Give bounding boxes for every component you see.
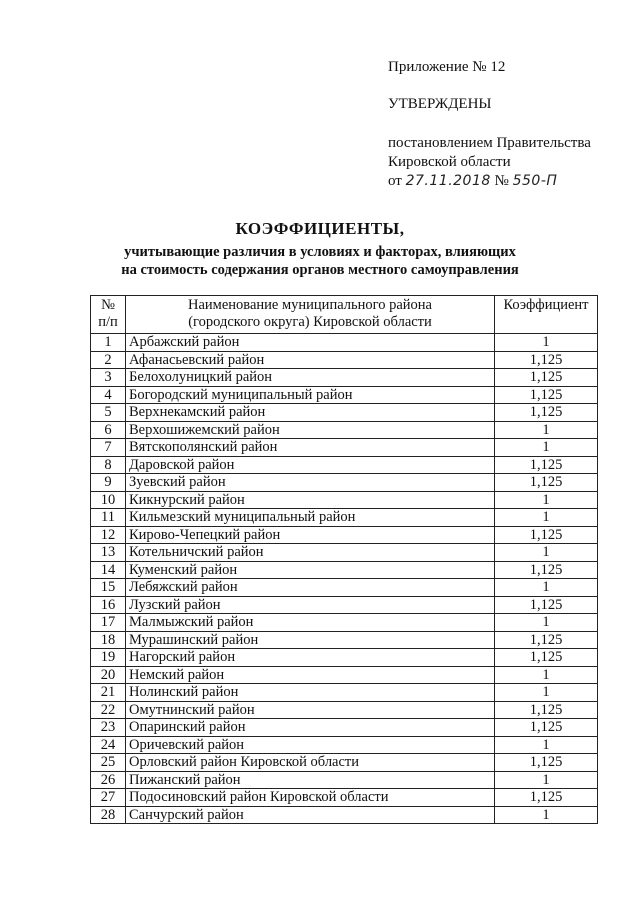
district-name: Богородский муниципальный район — [126, 386, 495, 404]
coefficient-value: 1,125 — [495, 351, 598, 369]
row-number: 5 — [91, 404, 126, 422]
table-row — [91, 649, 598, 667]
table-row — [91, 369, 598, 387]
coefficient-value: 1 — [495, 491, 598, 509]
appendix-label: Приложение № 12 — [388, 59, 506, 75]
district-name: Верхошижемский район — [126, 421, 495, 439]
table-row — [91, 701, 598, 719]
table-header-row — [91, 296, 598, 334]
table-row — [91, 509, 598, 527]
row-number: 24 — [91, 736, 126, 754]
table-row — [91, 456, 598, 474]
coefficient-value: 1 — [495, 806, 598, 824]
approved-label: УТВЕРЖДЕНЫ — [388, 96, 492, 112]
column-header-name-line-1: Наименование муниципального района — [188, 297, 432, 313]
column-header-number-line-2: п/п — [98, 314, 118, 330]
district-name: Кильмезский муниципальный район — [126, 509, 495, 527]
table-row — [91, 334, 598, 352]
row-number: 4 — [91, 386, 126, 404]
row-number: 21 — [91, 684, 126, 702]
row-number: 22 — [91, 701, 126, 719]
table-body — [91, 334, 598, 824]
row-number: 7 — [91, 439, 126, 457]
table-row — [91, 561, 598, 579]
row-number: 12 — [91, 526, 126, 544]
district-name: Нолинский район — [126, 684, 495, 702]
table-row — [91, 614, 598, 632]
coefficient-value: 1 — [495, 544, 598, 562]
table-row — [91, 719, 598, 737]
district-name: Пижанский район — [126, 771, 495, 789]
coefficient-value: 1 — [495, 666, 598, 684]
coefficients-table — [90, 295, 598, 824]
table-row — [91, 421, 598, 439]
district-name: Лебяжский район — [126, 579, 495, 597]
district-name: Оричевский район — [126, 736, 495, 754]
district-name: Мурашинский район — [126, 631, 495, 649]
district-name: Верхнекамский район — [126, 404, 495, 422]
row-number: 15 — [91, 579, 126, 597]
coefficient-value: 1,125 — [495, 369, 598, 387]
table-row — [91, 631, 598, 649]
coefficient-value: 1 — [495, 614, 598, 632]
coefficient-value: 1,125 — [495, 561, 598, 579]
district-name: Кирово-Чепецкий район — [126, 526, 495, 544]
coefficient-value: 1,125 — [495, 701, 598, 719]
coefficient-value: 1,125 — [495, 649, 598, 667]
table-row — [91, 491, 598, 509]
decree-line-2: Кировской области — [388, 154, 511, 170]
table-row — [91, 754, 598, 772]
district-name: Белохолуницкий район — [126, 369, 495, 387]
district-name: Кикнурский район — [126, 491, 495, 509]
coefficient-value: 1,125 — [495, 386, 598, 404]
table-row — [91, 771, 598, 789]
district-name: Даровской район — [126, 456, 495, 474]
title-main: КОЭФФИЦИЕНТЫ, — [235, 219, 405, 238]
row-number: 3 — [91, 369, 126, 387]
table-row — [91, 474, 598, 492]
district-name: Омутнинский район — [126, 701, 495, 719]
table-row — [91, 526, 598, 544]
district-name: Афанасьевский район — [126, 351, 495, 369]
coefficient-value: 1 — [495, 439, 598, 457]
coefficient-value: 1 — [495, 421, 598, 439]
row-number: 25 — [91, 754, 126, 772]
coefficient-value: 1,125 — [495, 404, 598, 422]
row-number: 1 — [91, 334, 126, 352]
row-number: 23 — [91, 719, 126, 737]
coefficient-value: 1,125 — [495, 526, 598, 544]
column-header-number-line-1: № — [101, 297, 115, 313]
district-name: Куменский район — [126, 561, 495, 579]
row-number: 26 — [91, 771, 126, 789]
coefficient-value: 1,125 — [495, 631, 598, 649]
coefficient-value: 1,125 — [495, 719, 598, 737]
row-number: 8 — [91, 456, 126, 474]
decree-reference — [388, 134, 628, 191]
coefficient-value: 1,125 — [495, 789, 598, 807]
district-name: Арбажский район — [126, 334, 495, 352]
decree-line-1: постановлением Правительства — [388, 135, 591, 151]
row-number: 16 — [91, 596, 126, 614]
column-header-name-line-2: (городского округа) Кировской области — [188, 314, 432, 330]
row-number: 2 — [91, 351, 126, 369]
approval-header — [388, 58, 628, 191]
district-name: Лузский район — [126, 596, 495, 614]
row-number: 19 — [91, 649, 126, 667]
title-line-3: на стоимость содержания органов местного самоуправления — [121, 262, 519, 278]
district-name: Котельничский район — [126, 544, 495, 562]
coefficient-value: 1 — [495, 736, 598, 754]
coefficient-value: 1,125 — [495, 474, 598, 492]
coefficient-value: 1 — [495, 509, 598, 527]
table-row — [91, 579, 598, 597]
district-name: Немский район — [126, 666, 495, 684]
row-number: 6 — [91, 421, 126, 439]
decree-date: 27.11.2018 — [405, 173, 491, 189]
table-row — [91, 666, 598, 684]
table-row — [91, 596, 598, 614]
column-header-coefficient: Коэффициент — [495, 296, 598, 334]
district-name: Подосиновский район Кировской области — [126, 789, 495, 807]
row-number: 13 — [91, 544, 126, 562]
district-name: Орловский район Кировской области — [126, 754, 495, 772]
row-number: 28 — [91, 806, 126, 824]
column-header-number — [91, 296, 126, 334]
coefficient-value: 1,125 — [495, 456, 598, 474]
row-number: 27 — [91, 789, 126, 807]
table-row — [91, 439, 598, 457]
table-row — [91, 789, 598, 807]
table-row — [91, 351, 598, 369]
table-row — [91, 386, 598, 404]
row-number: 11 — [91, 509, 126, 527]
from-label: от — [388, 173, 402, 189]
table-row — [91, 806, 598, 824]
column-header-name — [126, 296, 495, 334]
table-row — [91, 736, 598, 754]
district-name: Нагорский район — [126, 649, 495, 667]
district-name: Опаринский район — [126, 719, 495, 737]
district-name: Зуевский район — [126, 474, 495, 492]
document-title — [0, 218, 640, 279]
district-name: Малмыжский район — [126, 614, 495, 632]
coefficient-value: 1,125 — [495, 596, 598, 614]
table-row — [91, 544, 598, 562]
coefficient-value: 1 — [495, 684, 598, 702]
row-number: 20 — [91, 666, 126, 684]
row-number: 9 — [91, 474, 126, 492]
table-row — [91, 684, 598, 702]
coefficient-value: 1 — [495, 771, 598, 789]
decree-number: 550-П — [512, 173, 558, 189]
row-number: 10 — [91, 491, 126, 509]
district-name: Вятскополянский район — [126, 439, 495, 457]
number-label: № — [494, 173, 509, 189]
coefficient-value: 1,125 — [495, 754, 598, 772]
title-line-2: учитывающие различия в условиях и факторах, влияющих — [124, 244, 516, 260]
coefficient-value: 1 — [495, 579, 598, 597]
row-number: 14 — [91, 561, 126, 579]
district-name: Санчурский район — [126, 806, 495, 824]
table-row — [91, 404, 598, 422]
row-number: 17 — [91, 614, 126, 632]
coefficient-value: 1 — [495, 334, 598, 352]
row-number: 18 — [91, 631, 126, 649]
